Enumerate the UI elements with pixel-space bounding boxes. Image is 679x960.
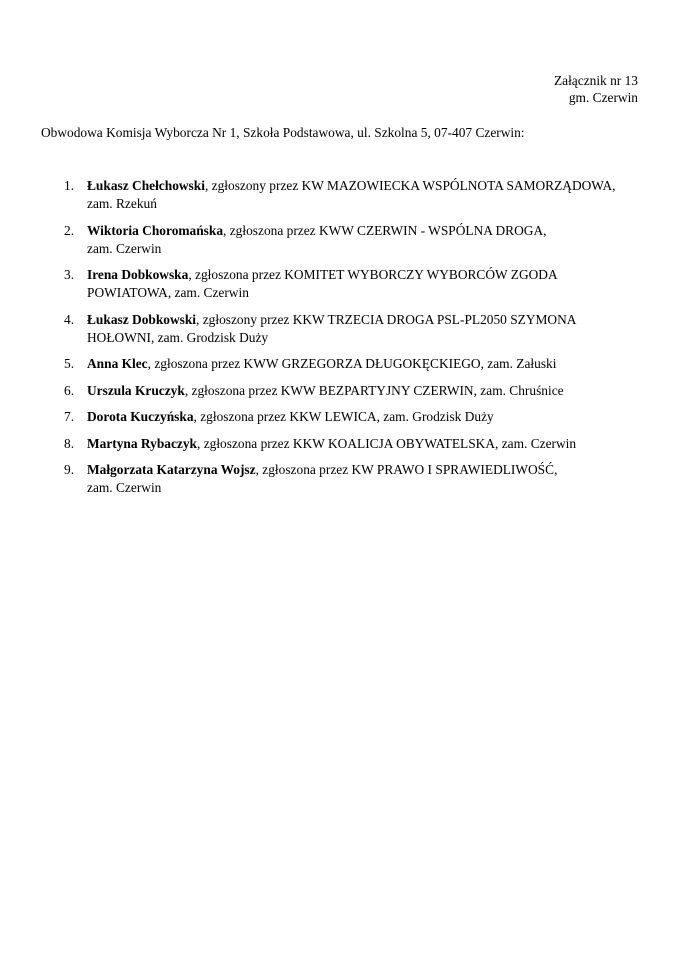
member-details: , zgłoszony przez KKW TRZECIA DROGA PSL-PL2050 SZYMONA — [196, 311, 577, 327]
list-item — [41, 461, 641, 497]
member-details-continued: zam. Czerwin — [87, 240, 162, 256]
member-details: , zgłoszona przez KW PRAWO I SPRAWIEDLIWOŚĆ, — [255, 462, 558, 477]
member-details: , zgłoszona przez KWW CZERWIN - WSPÓLNA DROGA, — [223, 222, 547, 238]
list-item — [41, 177, 641, 213]
member-details: , zgłoszona przez KOMITET WYBORCZY WYBORCÓW ZGODA — [188, 267, 558, 282]
member-details-continued: HOŁOWNI, zam. Grodzisk Duży — [87, 329, 269, 345]
list-item — [41, 311, 641, 347]
member-details-continued: zam. Rzekuń — [87, 196, 157, 211]
item-number: 8. — [64, 435, 75, 451]
member-details-continued: zam. Czerwin — [87, 480, 162, 495]
item-number: 4. — [64, 311, 75, 327]
municipality-name: gm. Czerwin — [568, 90, 638, 105]
item-number: 7. — [64, 409, 75, 424]
list-item — [41, 355, 641, 373]
document-header — [554, 72, 638, 106]
item-number: 5. — [64, 356, 75, 371]
attachment-number: Załącznik nr 13 — [553, 73, 638, 88]
item-number: 1. — [64, 178, 75, 193]
member-details-continued: POWIATOWA, zam. Czerwin — [87, 285, 249, 300]
member-name: Dorota Kuczyńska — [87, 409, 194, 424]
member-name: Łukasz Dobkowski — [87, 311, 197, 327]
list-item — [41, 266, 641, 302]
member-name: Irena Dobkowska — [87, 267, 189, 282]
member-details: , zgłoszony przez KW MAZOWIECKA WSPÓLNOTA SAMORZĄDOWA, — [204, 178, 616, 193]
member-name: Małgorzata Katarzyna Wojsz — [87, 462, 256, 477]
members-list — [41, 177, 641, 506]
member-name: Urszula Kruczyk — [87, 382, 185, 398]
list-item — [41, 435, 641, 453]
item-number: 3. — [64, 267, 75, 282]
item-number: 6. — [64, 382, 75, 398]
commission-title: Obwodowa Komisja Wyborcza Nr 1, Szkoła Podstawowa, ul. Szkolna 5, 07-407 Czerwin: — [41, 125, 525, 140]
list-item — [41, 382, 641, 400]
member-name: Wiktoria Choromańska — [87, 222, 224, 238]
item-number: 9. — [64, 462, 75, 477]
member-name: Łukasz Chełchowski — [87, 178, 205, 193]
member-name: Anna Klec — [87, 356, 148, 371]
list-item — [41, 408, 641, 426]
member-details: , zgłoszona przez KKW LEWICA, zam. Grodzisk Duży — [193, 409, 494, 424]
member-details: , zgłoszona przez KWW GRZEGORZA DŁUGOKĘCKIEGO, zam. Załuski — [147, 356, 557, 371]
member-name: Martyna Rybaczyk — [87, 435, 197, 451]
member-details: , zgłoszona przez KWW BEZPARTYJNY CZERWIN, zam. Chruśnice — [184, 382, 564, 398]
list-item — [41, 222, 641, 258]
member-details: , zgłoszona przez KKW KOALICJA OBYWATELSKA, zam. Czerwin — [197, 435, 577, 451]
item-number: 2. — [64, 222, 75, 238]
